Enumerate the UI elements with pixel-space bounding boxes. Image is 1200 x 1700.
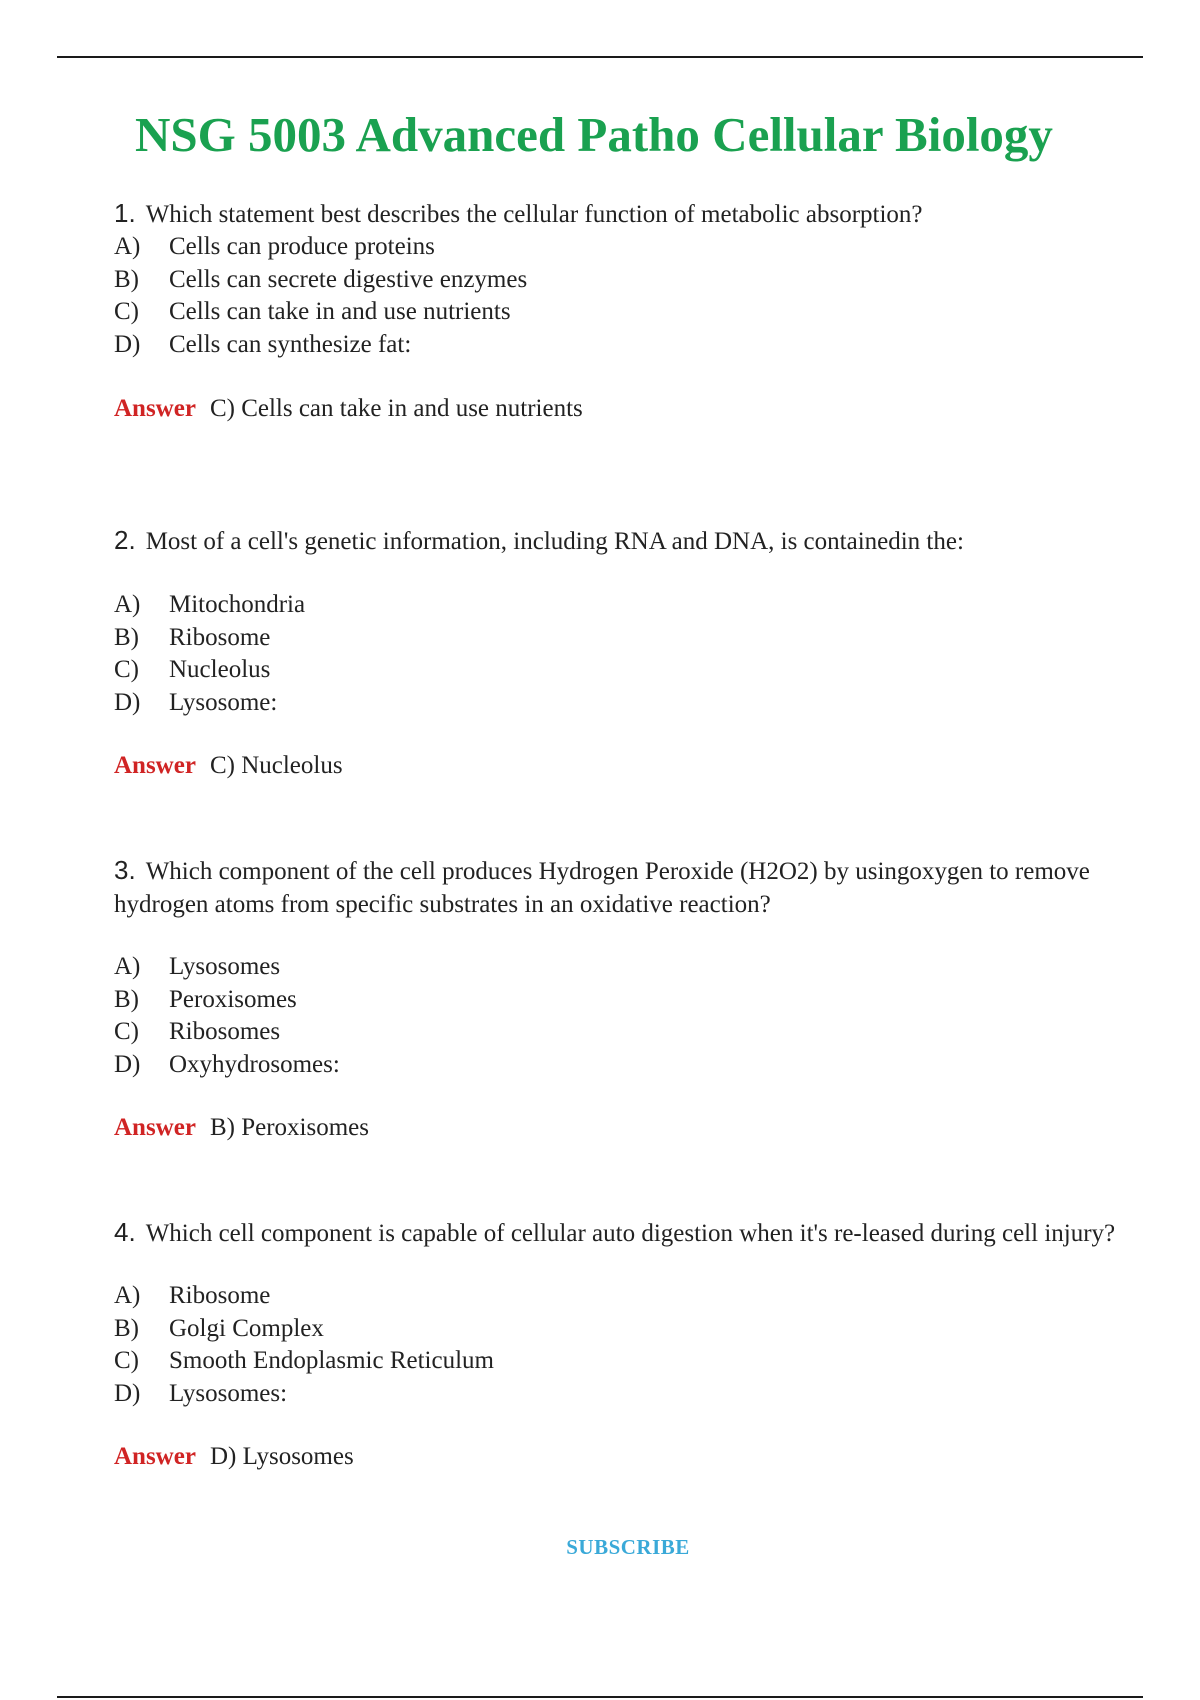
top-rule [57,56,1143,58]
option: D) Cells can synthesize fat: [114,330,412,358]
question-2-options [114,589,1124,719]
question-list [114,197,1124,1473]
subscribe-link[interactable]: SUBSCRIBE [566,1535,690,1559]
option: D) Lysosome: [114,688,278,716]
question-4-options [114,1280,1124,1410]
question-2-text: 2. Most of a cell's genetic information, including RNA and DNA, is containedin the: [114,525,964,555]
option: A) Cells can produce proteins [114,233,435,260]
option: B) Peroxisomes [114,985,297,1013]
option: C) Smooth Endoplasmic Reticulum [114,1347,494,1374]
question-1 [114,197,1124,524]
option: C) Ribosomes [114,1018,281,1045]
question-4 [114,1216,1124,1473]
question-2 [114,524,1124,854]
question-3-options [114,951,1124,1081]
option: C) Nucleolus [114,656,271,683]
question-3-text: 3. Which component of the cell produces Hydrogen Peroxide (H2O2) by usingoxygen to remove hydrogen atoms from specific substrates in an oxidative reaction? [114,855,1090,918]
question-2-answer: Answer C) Nucleolus [114,752,343,779]
question-4-answer: Answer D) Lysosomes [114,1443,354,1470]
question-1-options [114,231,1124,361]
question-1-answer: Answer C) Cells can take in and use nutrients [114,395,583,422]
question-3-answer: Answer B) Peroxisomes [114,1114,369,1141]
document-title: NSG 5003 Advanced Patho Cellular Biology [135,106,1053,162]
option: D) Oxyhydrosomes: [114,1050,340,1078]
option: B) Golgi Complex [114,1314,324,1342]
option: C) Cells can take in and use nutrients [114,298,511,325]
bottom-rule [57,1696,1143,1698]
option: A) Mitochondria [114,591,306,618]
option: D) Lysosomes: [114,1379,288,1407]
question-1-text: 1. Which statement best describes the cellular function of metabolic absorption? [114,198,923,228]
option: A) Lysosomes [114,953,281,980]
question-4-text: 4. Which cell component is capable of cellular auto digestion when it's re-leased during cell injury? [114,1217,1116,1247]
question-3 [114,854,1124,1216]
option: B) Ribosome [114,623,271,651]
option: A) Ribosome [114,1282,271,1309]
option: B) Cells can secrete digestive enzymes [114,265,528,293]
